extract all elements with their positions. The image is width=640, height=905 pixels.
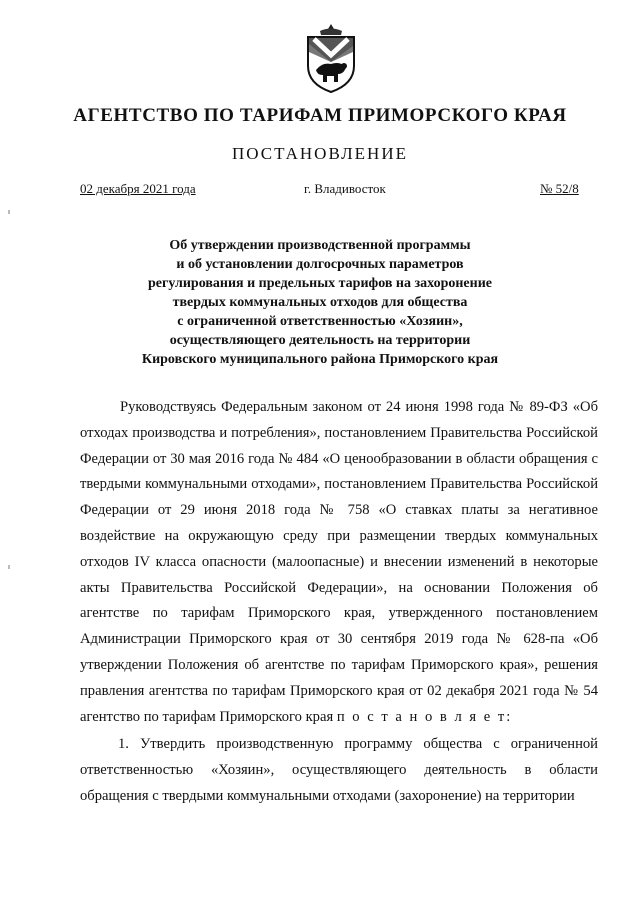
- decree-body: [80, 395, 598, 810]
- resolves-word: п о с т а н о в л я е т:: [336, 708, 513, 725]
- subject-line: осуществляющего деятельность на территории: [169, 333, 471, 348]
- subject-line: с ограниченной ответственностью «Хозяин»,: [177, 314, 463, 329]
- margin-mark: [8, 210, 10, 214]
- subject-line: регулирования и предельных тарифов на захоронение: [147, 276, 492, 291]
- subject-line: Об утверждении производственной программы: [169, 238, 471, 253]
- subject-line: и об установлении долгосрочных параметров: [176, 257, 464, 272]
- primorye-coat-of-arms-icon: [300, 22, 362, 94]
- preamble-text: Руководствуясь Федеральным законом от 24 июня 1998 года № 89-ФЗ «Об отходах производства и потребления», постановлением Правительства Российской Федерации от 30 мая 2016 года № 484 «О ценообразовании в области обращения с твердыми коммунальными отходами», постановлением Правительства Российской Федерации от 29 июня 2018 года № 758 «О ставках платы за негативное воздействие на окружающую среду при размещении твердых коммунальных отходов IV класса опасности (малоопасные) и внесении изменений в некоторые акты Правительства Российской Федерации», на основании Положения об агентстве по тарифам Приморского края, утвержденного постановлением Администрации Приморского края от 30 сентября 2019 года № 628-па «Об утверждении Положения об агентстве по тарифам Приморского края», решения правления агентства по тарифам Приморского края от 02 декабря 2021 года № 54 агентство по тарифам Приморского края: [80, 399, 598, 725]
- subject-line: твердых коммунальных отходов для общества: [172, 295, 468, 310]
- decree-city: г. Владивосток: [304, 181, 386, 196]
- agency-title: АГЕНТСТВО ПО ТАРИФАМ ПРИМОРСКОГО КРАЯ: [73, 105, 567, 126]
- preamble-paragraph: [80, 395, 598, 730]
- clause-1-paragraph: 1. Утвердить производственную программу общества с ограниченной ответственностью «Хозяин», осуществляющего деятельность в области обращения с твердыми коммунальными отходами (захоронение) на территории: [80, 736, 598, 804]
- margin-mark: [8, 565, 10, 569]
- subject-line: Кировского муниципального района Приморского края: [141, 352, 499, 367]
- document-type: ПОСТАНОВЛЕНИЕ: [231, 144, 408, 163]
- decree-subject: [120, 236, 520, 369]
- decree-date: 02 декабря 2021 года: [80, 181, 196, 196]
- decree-number: № 52/8: [540, 181, 579, 196]
